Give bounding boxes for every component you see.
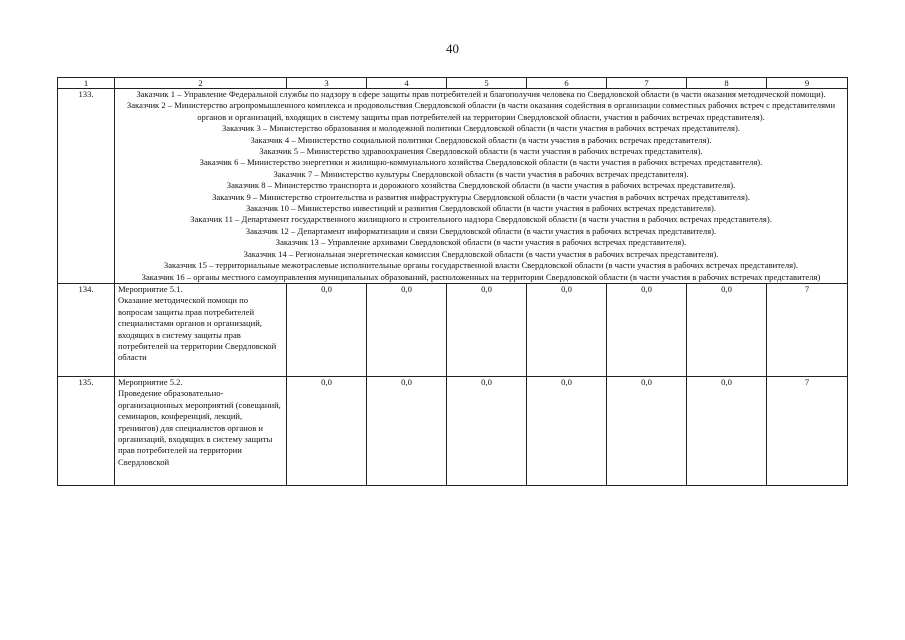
customer-line: Заказчик 11 – Департамент государственного жилищного и строительного надзора Свердловской области (в части участия в рабочих встречах представителя). — [190, 214, 772, 225]
activity-title: Мероприятие 5.2. — [118, 376, 183, 387]
value-cell: 0,0 — [447, 283, 527, 376]
value-cell: 0,0 — [367, 376, 447, 485]
customer-line: Заказчик 7 – Министерство культуры Свердловской области (в части участия в рабочих встречах представителя). — [273, 168, 689, 179]
customer-line: Заказчик 6 – Министерство энергетики и жилищно-коммунального хозяйства Свердловской области (в части участия в рабочих встречах представителя). — [199, 157, 763, 168]
customers-list — [115, 89, 848, 284]
row-number: 133. — [58, 89, 115, 284]
customer-line: Заказчик 8 – Министерство транспорта и дорожного хозяйства Свердловской области (в части участия в рабочих встречах представителя). — [226, 180, 736, 191]
customer-line: Заказчик 12 – Департамент информатизации и связи Свердловской области (в части участия в рабочих встречах представителя). — [245, 225, 717, 236]
value-cell: 0,0 — [527, 376, 607, 485]
header-cell: 1 — [58, 78, 115, 89]
activity-description — [115, 283, 287, 376]
row-number: 135. — [58, 376, 115, 485]
activity-description — [115, 376, 287, 485]
indicator-cell: 7 — [767, 376, 848, 485]
program-table — [57, 77, 848, 486]
customer-line: Заказчик 1 – Управление Федеральной службы по надзору в сфере защиты прав потребителей и благополучия человека по Свердловской области (в части оказания методической помощи). — [136, 89, 826, 99]
header-cell: 2 — [115, 78, 287, 89]
header-cell: 4 — [367, 78, 447, 89]
customer-line: Заказчик 10 – Министерство инвестиций и развития Свердловской области (в части участия в рабочих встречах представителя). — [245, 203, 717, 214]
header-cell: 9 — [767, 78, 848, 89]
value-cell: 0,0 — [287, 376, 367, 485]
table-row — [58, 376, 848, 485]
table-row — [58, 89, 848, 284]
value-cell: 0,0 — [607, 376, 687, 485]
customer-line: Заказчик 15 – территориальные межотраслевые исполнительные органы государственной власти Свердловской области (в части участия в рабочих встречах представителя). — [163, 260, 799, 271]
customer-line: Заказчик 13 – Управление архивами Свердловской области (в части участия в рабочих встречах представителя). — [275, 237, 687, 248]
value-cell: 0,0 — [687, 376, 767, 485]
header-row — [58, 78, 848, 89]
header-cell: 7 — [607, 78, 687, 89]
indicator-cell: 7 — [767, 283, 848, 376]
value-cell: 0,0 — [687, 283, 767, 376]
header-cell: 3 — [287, 78, 367, 89]
header-cell: 5 — [447, 78, 527, 89]
table-row — [58, 283, 848, 376]
customer-line: Заказчик 5 – Министерство здравоохранения Свердловской области (в части участия в рабочих встречах представителя). — [259, 146, 703, 157]
customer-line: Заказчик 9 – Министерство строительства и развития инфраструктуры Свердловской области (в части участия в рабочих встречах представителя). — [212, 191, 750, 202]
customer-line: Заказчик 3 – Министерство образования и молодежной политики Свердловской области (в части участия в рабочих встречах представителя). — [222, 123, 740, 134]
value-cell: 0,0 — [367, 283, 447, 376]
value-cell: 0,0 — [447, 376, 527, 485]
value-cell: 0,0 — [287, 283, 367, 376]
value-cell: 0,0 — [607, 283, 687, 376]
row-number: 134. — [58, 283, 115, 376]
customer-line: Заказчик 14 – Региональная энергетическая комиссия Свердловской области (в части участия в рабочих встречах представителя). — [243, 248, 719, 259]
page-number: 40 — [446, 41, 459, 56]
activity-title: Мероприятие 5.1. — [118, 283, 183, 294]
activity-text: Проведение образовательно-организационных мероприятий (совещаний, семинаров, конференций, лекций, тренингов) для специалистов органов и организаций, входящих в систему защиты прав потребителей на территории Свердловской — [118, 388, 281, 467]
customer-line: Заказчик 16 – органы местного самоуправления муниципальных образований, расположенных на территории Свердловской области (в части участия в рабочих встречах представителя) — [141, 271, 821, 282]
activity-text: Оказание методической помощи по вопросам защиты прав потребителей специалистами органов и организаций, входящих в систему защиты прав потребителей на территории Свердловской области — [118, 295, 277, 363]
header-cell: 6 — [527, 78, 607, 89]
customer-line: Заказчик 2 – Министерство агропромышленного комплекса и продовольствия Свердловской области (в части оказания содействия в организации совместных рабочих встреч с представителями органов и организаций, входящих в систему защиты прав потребителей на территории Свердловской области, участия в рабочих встречах представителя). — [126, 100, 836, 122]
value-cell: 0,0 — [527, 283, 607, 376]
customer-line: Заказчик 4 – Министерство социальной политики Свердловской области (в части участия в рабочих встречах представителя). — [250, 134, 712, 145]
header-cell: 8 — [687, 78, 767, 89]
